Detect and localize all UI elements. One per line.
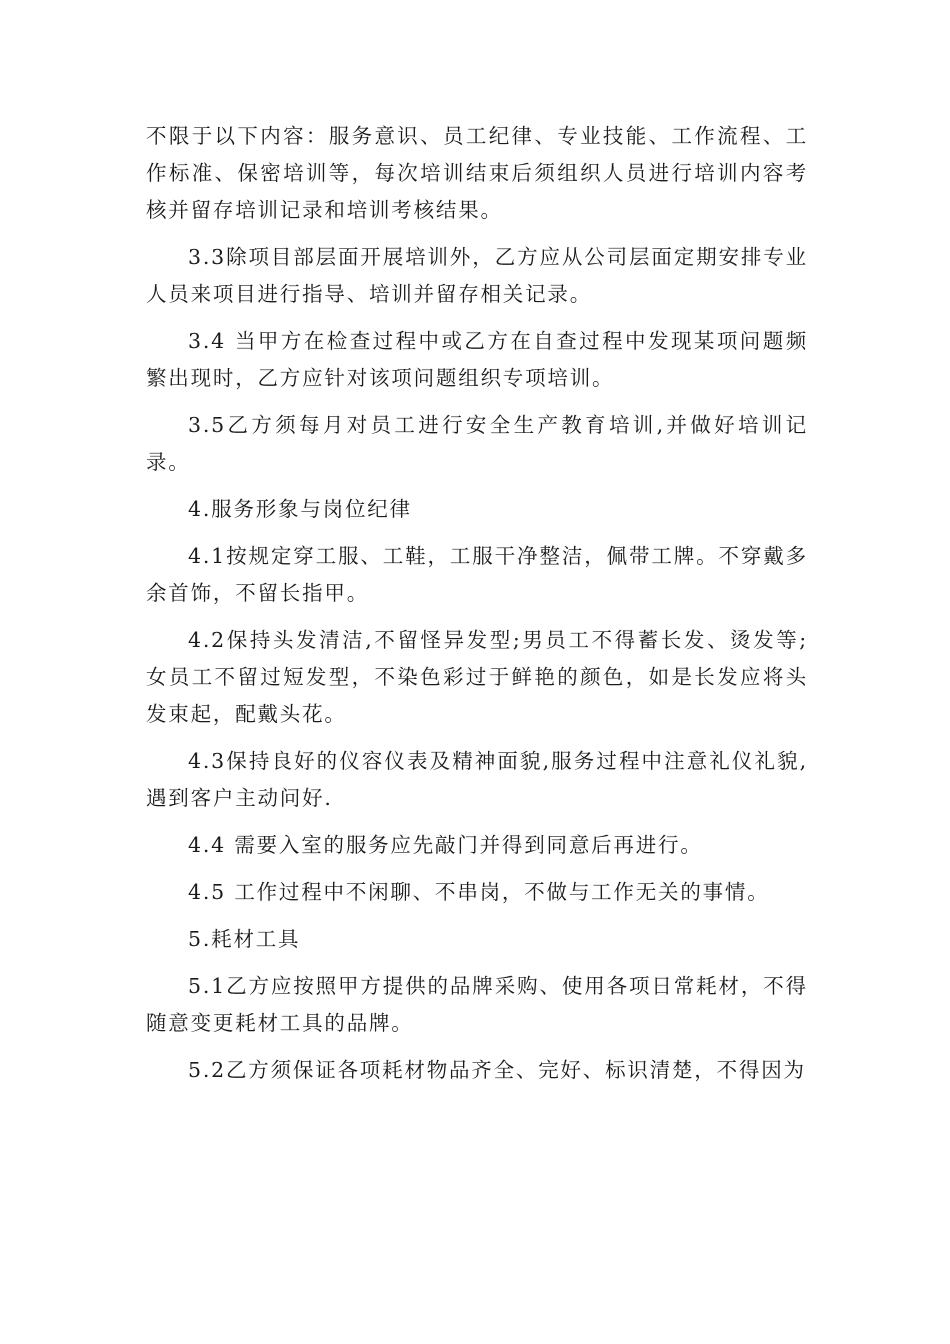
document-body: [146, 118, 808, 1099]
paragraph: 3.5乙方须每月对员工进行安全生产教育培训,并做好培训记录。: [146, 413, 808, 474]
section-heading: 5.耗材工具: [188, 927, 301, 951]
paragraph: 4.5 工作过程中不闲聊、不串岗，不做与工作无关的事情。: [188, 880, 770, 904]
paragraph: 4.1按规定穿工服、工鞋，工服干净整洁，佩带工牌。不穿戴多余首饰，不留长指甲。: [146, 544, 808, 605]
paragraph: 4.4 需要入室的服务应先敲门并得到同意后再进行。: [188, 833, 703, 857]
paragraph: 4.3保持良好的仪容仪表及精神面貌,服务过程中注意礼仪礼貌,遇到客户主动问好.: [146, 749, 808, 810]
paragraph: 5.2乙方须保证各项耗材物品齐全、完好、标识清楚，不得因为: [188, 1058, 806, 1082]
paragraph: 不限于以下内容：服务意识、员工纪律、专业技能、工作流程、工作标准、保密培训等，每次培训结束后须组织人员进行培训内容考核并留存培训记录和培训考核结果。: [146, 124, 808, 222]
paragraph: 3.4 当甲方在检查过程中或乙方在自查过程中发现某项问题频繁出现时，乙方应针对该项问题组织专项培训。: [146, 329, 808, 390]
paragraph: 4.2保持头发清洁,不留怪异发型;男员工不得蓄长发、烫发等;女员工不留过短发型，不染色彩过于鲜艳的颜色，如是长发应将头发束起，配戴头花。: [146, 628, 808, 726]
section-heading: 4.服务形象与岗位纪律: [188, 497, 412, 521]
paragraph: 3.3除项目部层面开展培训外，乙方应从公司层面定期安排专业人员来项目进行指导、培训并留存相关记录。: [146, 245, 808, 306]
paragraph: 5.1乙方应按照甲方提供的品牌采购、使用各项日常耗材，不得随意变更耗材工具的品牌。: [146, 974, 808, 1035]
